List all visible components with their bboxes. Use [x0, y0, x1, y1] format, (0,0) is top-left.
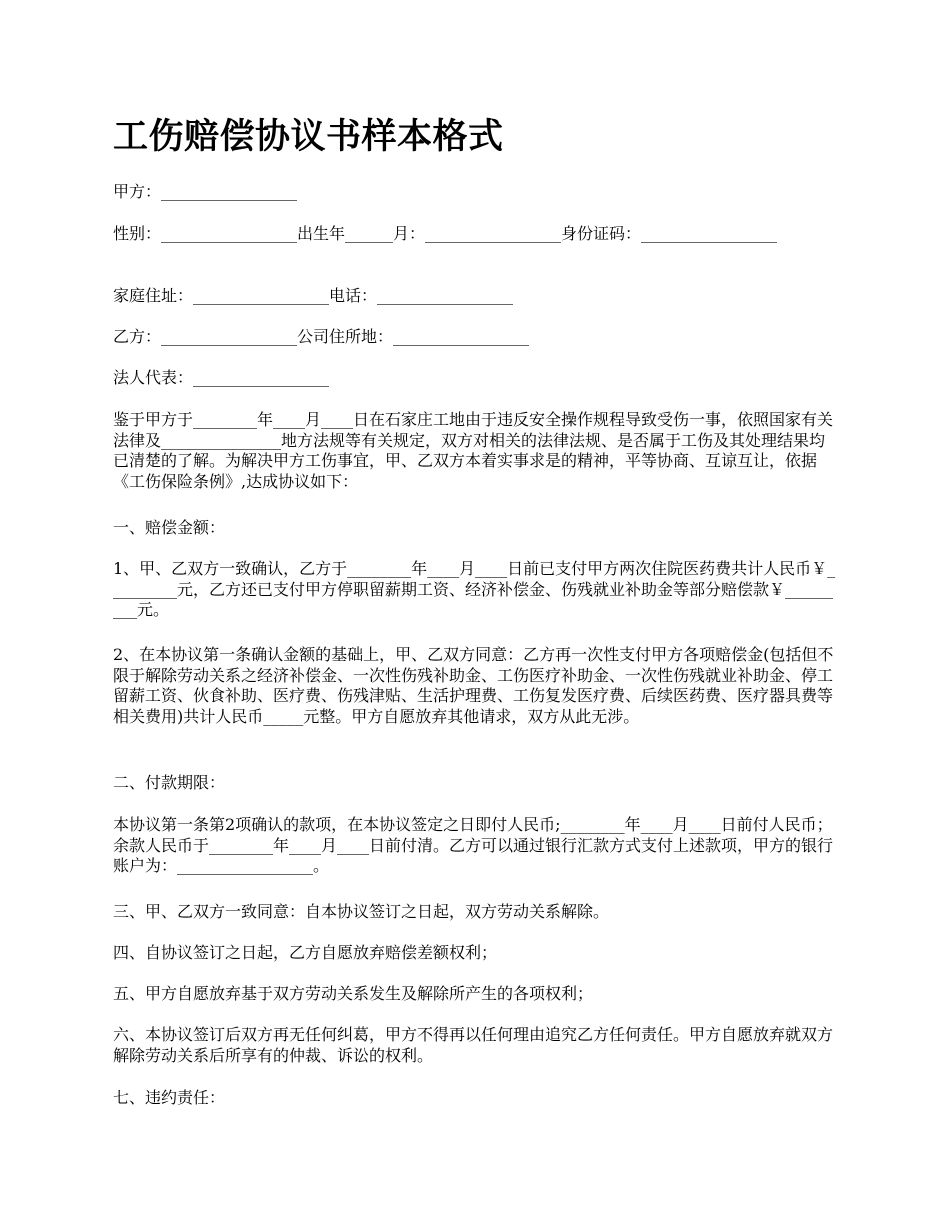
- clause-four: 四、自协议签订之日起，乙方自愿放弃赔偿差额权利；: [113, 943, 498, 962]
- party-a-line: 甲方：_________________: [113, 182, 298, 201]
- payment-term-paragraph: 本协议第一条第2项确认的款项，在本协议签定之日即付人民币;________年____月____日前付人民币；余款人民币于________年____月____日前付清。乙方可以通过银行汇款方式支付上述款项，甲方的银行账户为：_________________。: [113, 815, 834, 875]
- address-phone-line: 家庭住址：_________________电话：_________________: [113, 286, 514, 305]
- section-heading-compensation: 一、赔偿金额：: [113, 518, 226, 537]
- clause-three: 三、甲、乙双方一致同意：自本协议签订之日起，双方劳动关系解除。: [113, 902, 610, 921]
- section-heading-breach-liability: 七、违约责任：: [113, 1088, 226, 1107]
- clause-1-paragraph: 1、甲、乙双方一致确认，乙方于________年____月____日前已支付甲方两次住院医药费共计人民币￥_________元，乙方还已支付甲方停职留薪期工资、经济补偿金、伤残就业补助金等部分赔偿款￥_________元。: [113, 559, 836, 619]
- personal-info-line: 性别：_________________出生年______月：_________________身份证码：_________________: [113, 224, 778, 243]
- document-title: 工伤赔偿协议书样本格式: [113, 116, 504, 157]
- section-heading-payment-term: 二、付款期限：: [113, 773, 226, 792]
- clause-six: 六、本协议签订后双方再无任何纠葛，甲方不得再以任何理由追究乙方任何责任。甲方自愿放弃就双方解除劳动关系后所享有的仲裁、诉讼的权利。: [113, 1025, 834, 1065]
- party-b-line: 乙方：_________________公司住所地：_________________: [113, 327, 530, 346]
- clause-2-paragraph: 2、在本协议第一条确认金额的基础上，甲、乙双方同意：乙方再一次性支付甲方各项赔偿金(包括但不限于解除劳动关系之经济补偿金、一次性伤残补助金、工伤医疗补助金、一次性伤残就业补助金、停工留薪工资、伙食补助、医疗费、伤残津贴、生活护理费、工伤复发医疗费、后续医药费、医疗器具费等相关费用)共计人民币_____元整。甲方自愿放弃其他请求，双方从此无涉。: [113, 645, 834, 726]
- legal-representative-line: 法人代表：_________________: [113, 368, 330, 387]
- preamble-paragraph: 鉴于甲方于________年____月____日在石家庄工地由于违反安全操作规程导致受伤一事，依照国家有关法律及_______________地方法规等有关规定，双方对相关的法律法规、是否属于工伤及其处理结果均已清楚的了解。为解决甲方工伤事宜，甲、乙双方本着实事求是的精神，平等协商、互谅互让，依据《工伤保险条例》,达成协议如下：: [113, 410, 834, 491]
- clause-five: 五、甲方自愿放弃基于双方劳动关系发生及解除所产生的各项权利；: [113, 984, 594, 1003]
